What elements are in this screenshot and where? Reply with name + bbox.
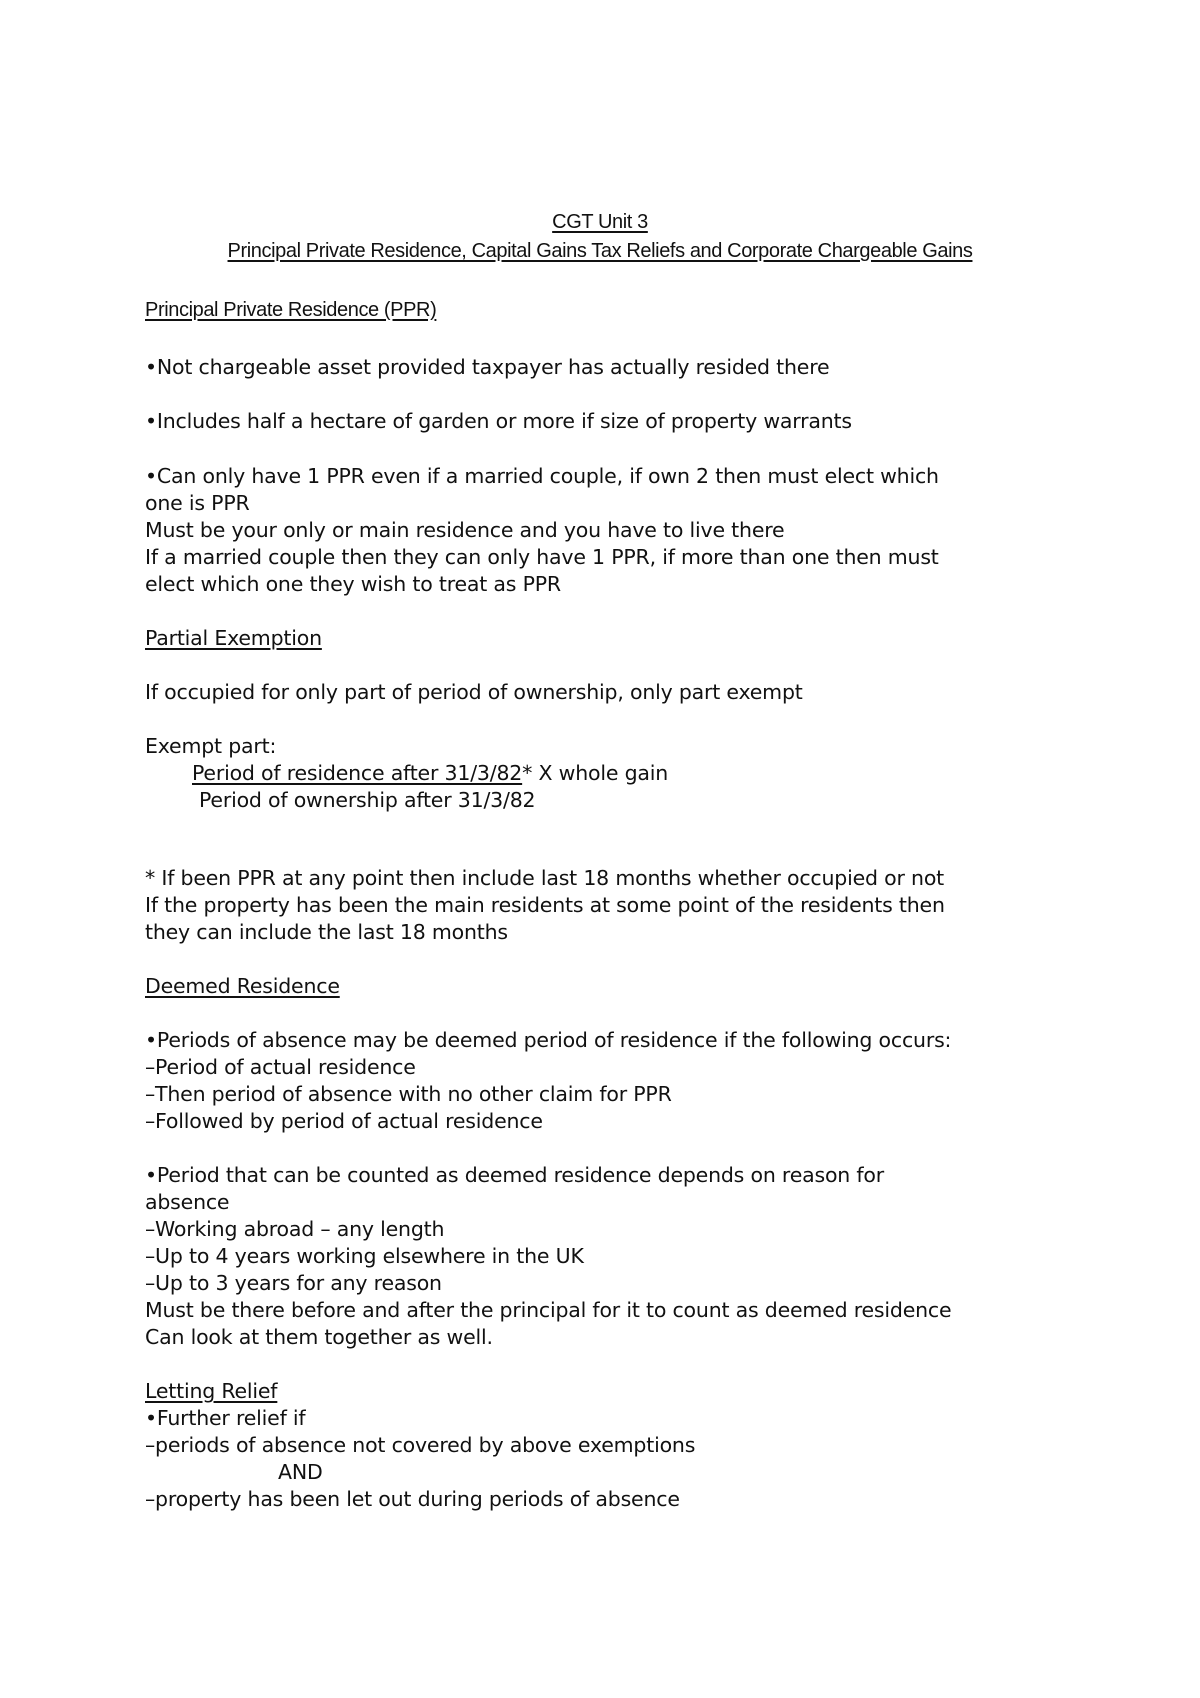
ppr-bullet-3-line-1: •Can only have 1 PPR even if a married couple, if own 2 then must elect which xyxy=(145,464,939,488)
ppr-note-1: Must be your only or main residence and you have to live there xyxy=(145,518,785,542)
partial-note-line-1: If the property has been the main residents at some point of the residents then xyxy=(145,893,945,917)
letting-and: AND xyxy=(278,1460,323,1484)
section-heading-deemed-residence: Deemed Residence xyxy=(145,974,340,998)
fraction-denominator: Period of ownership after 31/3/82 xyxy=(199,788,536,812)
letting-bullet: •Further relief if xyxy=(145,1406,306,1430)
document-subtitle: Principal Private Residence, Capital Gains Tax Reliefs and Corporate Chargeable Gains xyxy=(227,240,973,262)
section-heading-letting-relief: Letting Relief xyxy=(145,1379,278,1403)
deemed-item-3: –Followed by period of actual residence xyxy=(145,1109,543,1133)
section-heading-ppr: Principal Private Residence (PPR) xyxy=(145,299,437,321)
ppr-bullet-2: •Includes half a hectare of garden or more if size of property warrants xyxy=(145,409,852,433)
fraction-numerator: Period of residence after 31/3/82 xyxy=(192,761,523,785)
deemed-item-1: –Period of actual residence xyxy=(145,1055,416,1079)
fraction-multiplier: * X whole gain xyxy=(522,761,669,785)
deemed-bullet-1: •Periods of absence may be deemed period of residence if the following occurs: xyxy=(145,1028,952,1052)
deemed-item-6: –Up to 3 years for any reason xyxy=(145,1271,442,1295)
letting-item-1: –periods of absence not covered by above exemptions xyxy=(145,1433,696,1457)
deemed-bullet-2-line-1: •Period that can be counted as deemed residence depends on reason for xyxy=(145,1163,885,1187)
partial-footnote: * If been PPR at any point then include last 18 months whether occupied or not xyxy=(145,866,945,890)
partial-exemption-text: If occupied for only part of period of ownership, only part exempt xyxy=(145,680,803,704)
deemed-note-2: Can look at them together as well. xyxy=(145,1325,493,1349)
ppr-bullet-3-line-2: one is PPR xyxy=(145,491,250,515)
fraction-numerator-row xyxy=(192,760,668,787)
deemed-item-4: –Working abroad – any length xyxy=(145,1217,445,1241)
deemed-item-2: –Then period of absence with no other claim for PPR xyxy=(145,1082,672,1106)
letting-item-2: –property has been let out during periods of absence xyxy=(145,1487,680,1511)
document-title: CGT Unit 3 xyxy=(552,211,648,233)
ppr-note-2-line-2: elect which one they wish to treat as PPR xyxy=(145,572,561,596)
partial-note-line-2: they can include the last 18 months xyxy=(145,920,508,944)
exempt-part-label: Exempt part: xyxy=(145,734,277,758)
deemed-bullet-2-line-2: absence xyxy=(145,1190,230,1214)
deemed-note-1: Must be there before and after the principal for it to count as deemed residence xyxy=(145,1298,952,1322)
ppr-bullet-1: •Not chargeable asset provided taxpayer has actually resided there xyxy=(145,355,830,379)
section-heading-partial-exemption: Partial Exemption xyxy=(145,626,322,650)
ppr-note-2-line-1: If a married couple then they can only have 1 PPR, if more than one then must xyxy=(145,545,939,569)
deemed-item-5: –Up to 4 years working elsewhere in the UK xyxy=(145,1244,584,1268)
